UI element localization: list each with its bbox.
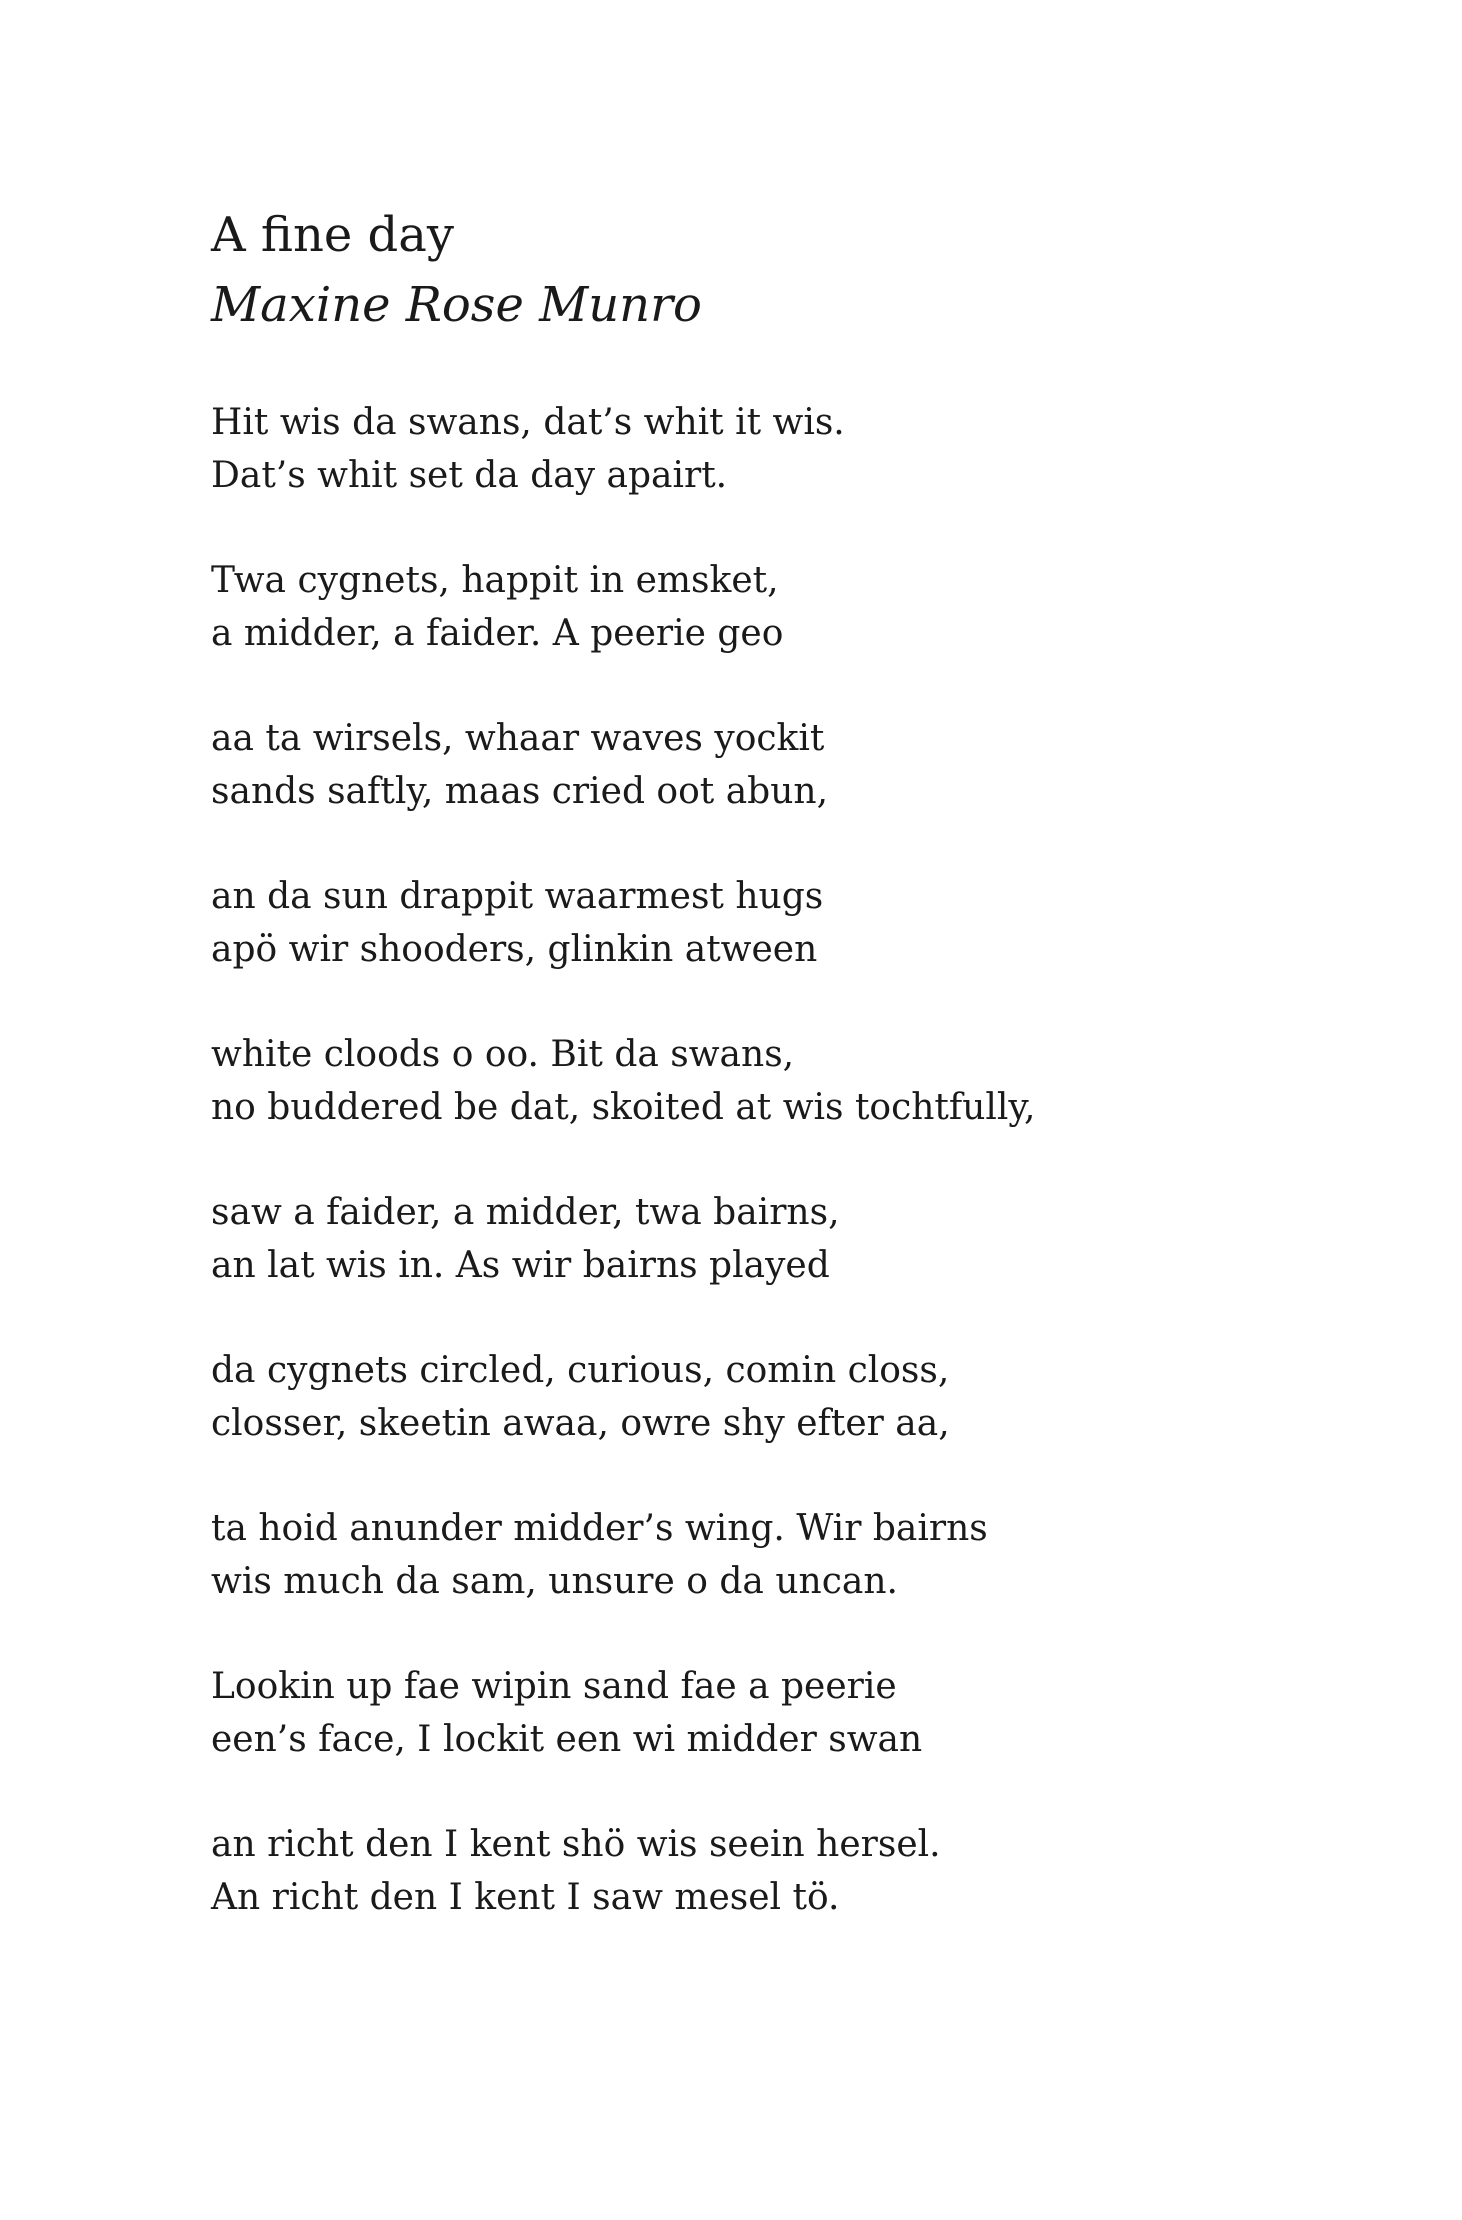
poem-line: an lat wis in. As wir bairns played <box>211 1244 830 1286</box>
stanza <box>211 555 1311 660</box>
poem-line: an richt den I kent shö wis seein hersel. <box>211 1824 941 1865</box>
poem-line: sands saftly, maas cried oot abun, <box>211 770 829 812</box>
poem-line: an da sun drappit waarmest hugs <box>211 876 824 917</box>
poem-body <box>211 397 1311 1924</box>
stanza <box>211 871 1311 976</box>
poem-line: no buddered be dat, skoited at wis tochtfully, <box>211 1086 1036 1128</box>
poem-line: Dat’s whit set da day apairt. <box>211 454 728 496</box>
poem-page <box>211 200 1311 1977</box>
stanza <box>211 1029 1311 1134</box>
stanza <box>211 1345 1311 1450</box>
poem-line: een’s face, I lockit een wi midder swan <box>211 1718 923 1760</box>
poem-line: Lookin up fae wipin sand fae a peerie <box>211 1666 897 1707</box>
stanza <box>211 1819 1311 1924</box>
stanza <box>211 1661 1311 1766</box>
poem-line: da cygnets circled, curious, comin closs, <box>211 1350 950 1391</box>
poem-title: A fine day <box>211 207 454 263</box>
stanza <box>211 1187 1311 1292</box>
stanza <box>211 713 1311 818</box>
poem-author: Maxine Rose Munro <box>211 277 702 333</box>
poem-line: saw a faider, a midder, twa bairns, <box>211 1192 840 1233</box>
poem-line: aa ta wirsels, whaar waves yockit <box>211 718 825 759</box>
poem-line: Twa cygnets, happit in emsket, <box>211 560 779 601</box>
poem-line: An richt den I kent I saw mesel tö. <box>211 1876 840 1918</box>
poem-line: closser, skeetin awaa, owre shy efter aa, <box>211 1402 950 1444</box>
stanza <box>211 1503 1311 1608</box>
poem-line: a midder, a faider. A peerie geo <box>211 612 784 654</box>
poem-line: Hit wis da swans, dat’s whit it wis. <box>211 402 845 443</box>
poem-line: white cloods o oo. Bit da swans, <box>211 1034 795 1075</box>
stanza <box>211 397 1311 502</box>
poem-line: apö wir shooders, glinkin atween <box>211 928 818 970</box>
poem-line: ta hoid anunder midder’s wing. Wir bairns <box>211 1508 988 1549</box>
poem-line: wis much da sam, unsure o da uncan. <box>211 1560 898 1602</box>
